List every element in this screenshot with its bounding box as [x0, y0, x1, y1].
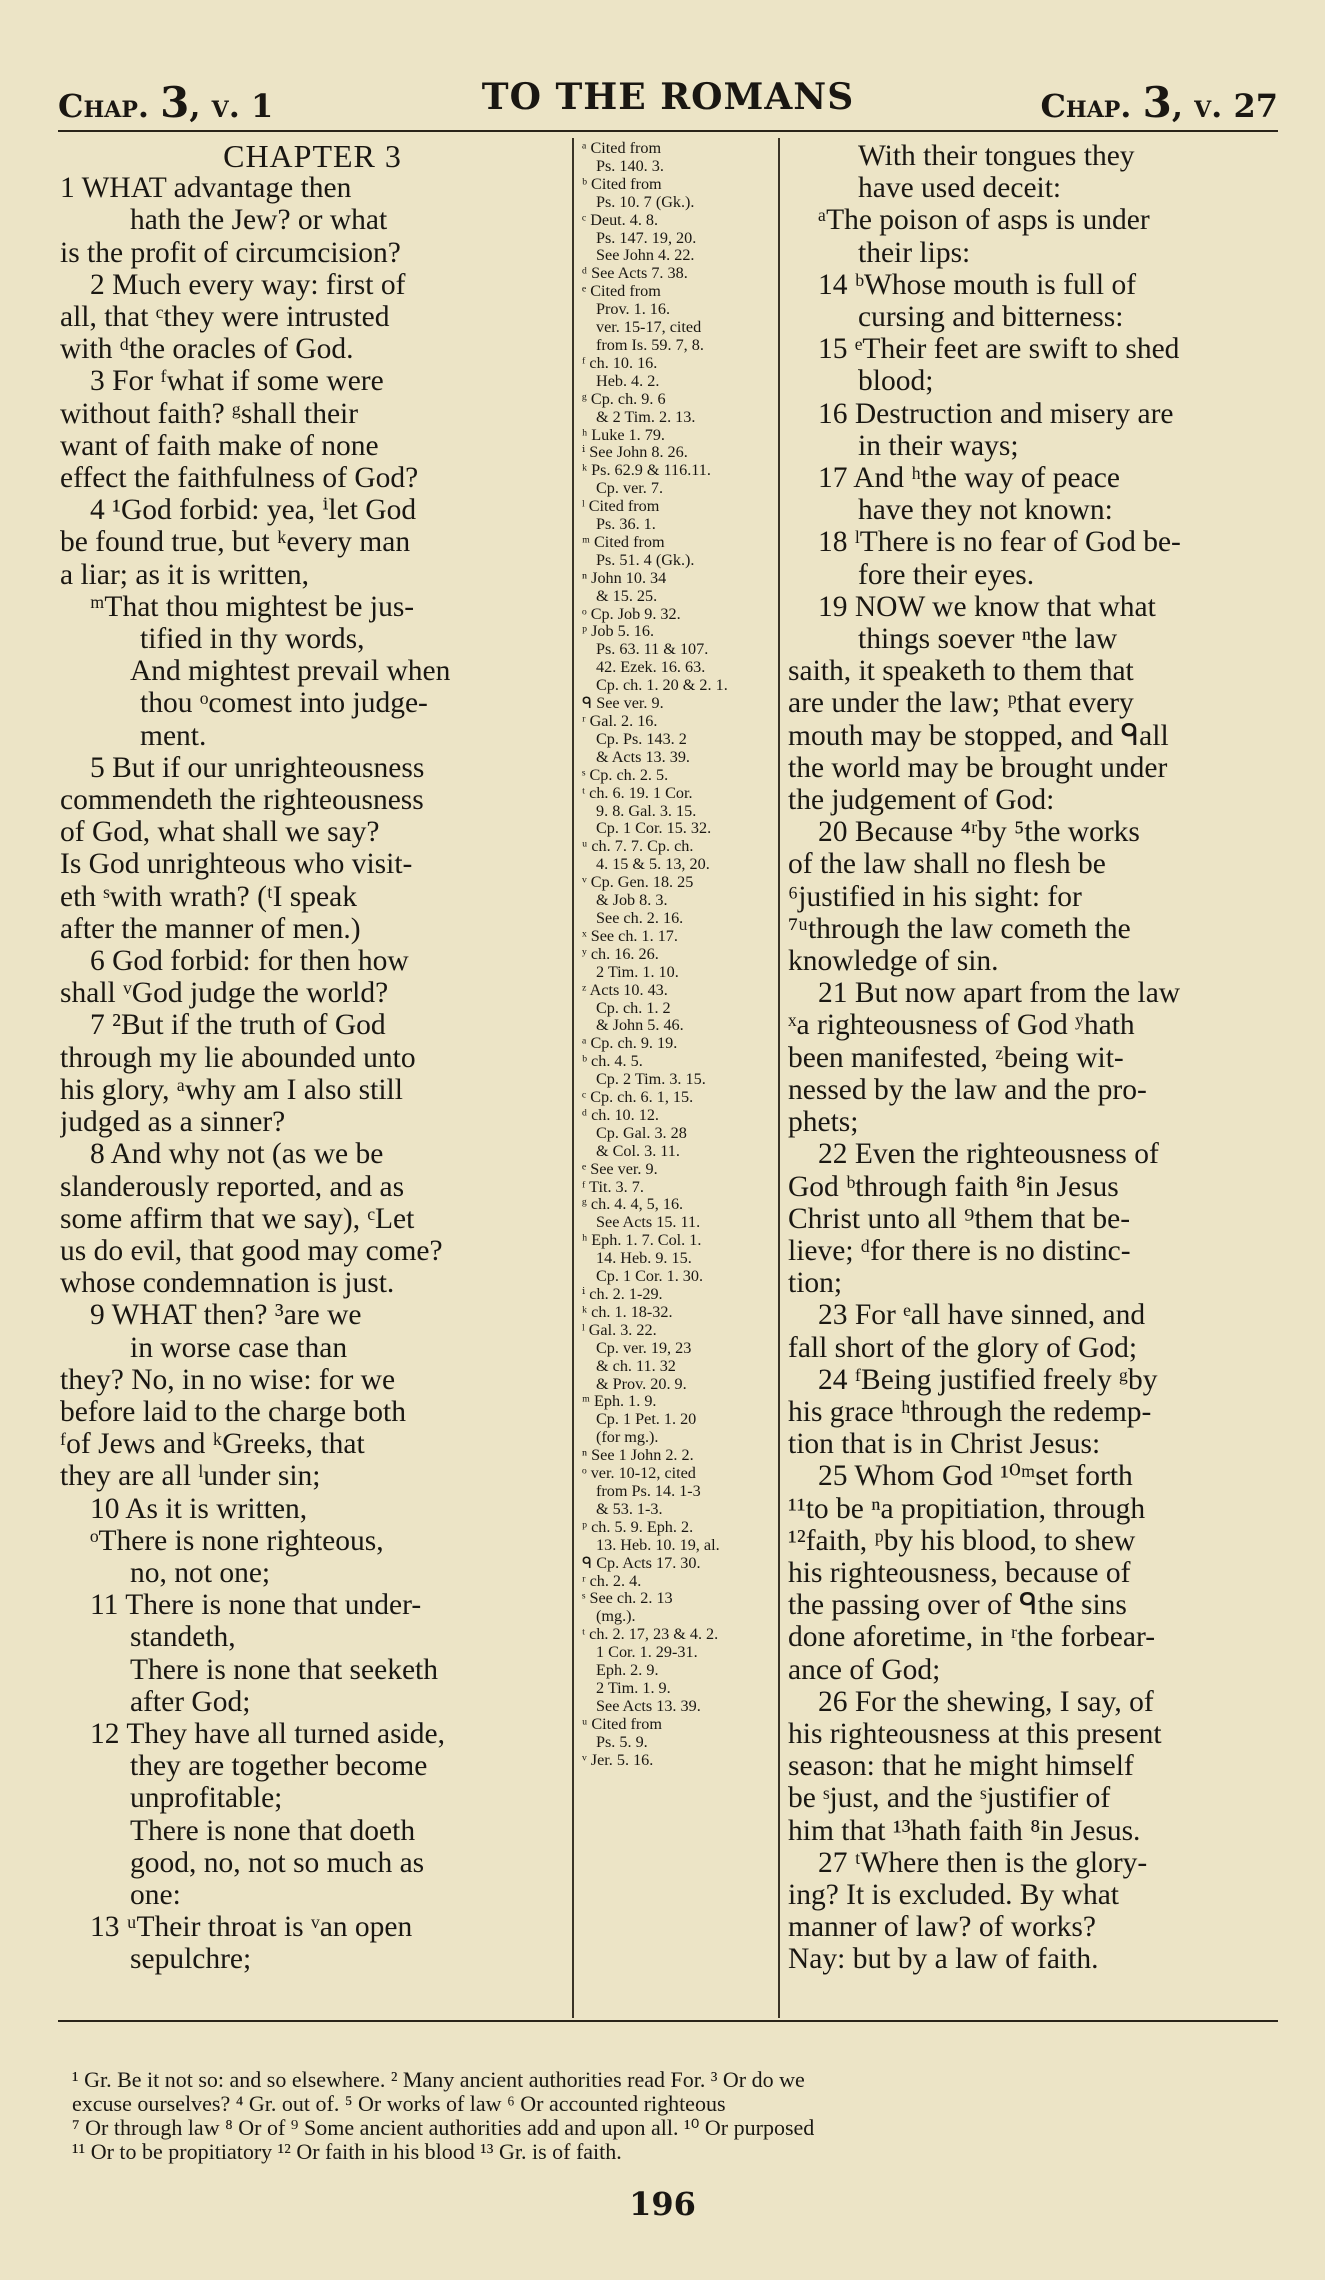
cross-reference: ᵇ ch. 4. 5. [582, 1053, 643, 1071]
cross-reference: ˡ Gal. 3. 22. [582, 1321, 657, 1339]
text-line: 14 ᵇWhose mouth is full of [818, 268, 1137, 301]
text-line: after God; [130, 1685, 251, 1718]
text-line: ¹¹to be ⁿa propitiation, through [788, 1492, 1146, 1525]
text-line: judged as a sinner? [60, 1106, 286, 1139]
cross-reference: ver. 15-17, cited [596, 319, 702, 337]
cross-reference: ᵗ ch. 2. 17, 23 & 4. 2. [582, 1626, 719, 1644]
cross-reference: ʸ ch. 16. 26. [582, 945, 659, 963]
text-line: And mightest prevail when [130, 655, 451, 688]
header-rule [58, 130, 1278, 132]
text-line: sepulchre; [130, 1943, 252, 1976]
cross-reference: 2 Tim. 1. 9. [596, 1679, 671, 1697]
cross-reference: ᵛ Cp. Gen. 18. 25 [582, 874, 694, 892]
cross-reference: Ps. 140. 3. [596, 157, 664, 175]
text-line: is the profit of circumcision? [60, 236, 401, 269]
text-line: been manifested, ᶻbeing wit- [788, 1041, 1124, 1074]
chapter-heading: CHAPTER 3 [223, 140, 402, 173]
cross-reference: ⁱ See John 8. 26. [582, 444, 688, 462]
text-line: saith, it speaketh to them that [788, 655, 1134, 688]
text-line: fore their eyes. [858, 558, 1035, 591]
text-line: 10 As it is written, [90, 1492, 308, 1525]
text-line: fall short of the glory of God; [788, 1331, 1138, 1364]
cross-reference: ᵏ Ps. 62.9 & 116.11. [582, 462, 711, 480]
text-line: ance of God; [788, 1653, 941, 1686]
cross-reference: from Ps. 14. 1-3 [596, 1482, 701, 1500]
text-line: 24 ᶠBeing justified freely ᵍby [818, 1363, 1158, 1396]
text-line: the world may be brought under [788, 751, 1168, 784]
footnotes [72, 2068, 1292, 2164]
cross-reference: 42. Ezek. 16. 63. [596, 659, 706, 677]
cross-reference: ᵐ Cited from [582, 533, 665, 551]
text-line: without faith? ᵍshall their [60, 397, 359, 430]
cross-reference: ᵇ Cited from [582, 175, 662, 193]
cross-reference: Heb. 4. 2. [596, 372, 660, 390]
text-line: his glory, ᵃwhy am I also still [60, 1073, 403, 1106]
text-line: ᶠof Jews and ᵏGreeks, that [60, 1428, 365, 1461]
cross-reference: See Acts 15. 11. [596, 1214, 701, 1232]
text-line: 16 Destruction and misery are [818, 397, 1174, 430]
text-line: 22 Even the righteousness of [818, 1138, 1159, 1171]
cross-reference: ˢ Cp. ch. 2. 5. [582, 766, 669, 784]
cross-reference: See ch. 2. 16. [596, 909, 684, 927]
text-line: cursing and bitterness: [858, 301, 1124, 334]
cross-reference: ᵈ See Acts 7. 38. [582, 265, 688, 283]
cross-reference: Cp. ch. 1. 20 & 2. 1. [596, 677, 728, 695]
cross-reference: & 53. 1-3. [596, 1500, 663, 1518]
cross-reference: ʳ Gal. 2. 16. [582, 713, 658, 730]
text-line: his righteousness at this present [788, 1717, 1162, 1750]
text-line: have they not known: [858, 494, 1113, 527]
text-line: knowledge of sin. [788, 945, 999, 978]
cross-reference: ᵍ ch. 4. 4, 5, 16. [582, 1196, 684, 1214]
text-line: ˣa righteousness of God ʸhath [788, 1009, 1135, 1042]
text-line: their lips: [858, 236, 971, 269]
cross-reference: ᑫ Cp. Acts 17. 30. [582, 1554, 701, 1572]
text-line: have used deceit: [858, 172, 1062, 205]
text-line: 21 But now apart from the law [818, 977, 1181, 1010]
text-line: eth ˢwith wrath? (ᵗI speak [60, 880, 357, 913]
text-line: There is none that doeth [130, 1814, 416, 1847]
text-line: season: that he might himself [788, 1750, 1134, 1783]
cross-reference: ᵗ ch. 6. 19. 1 Cor. [582, 784, 693, 802]
text-line: shall ᵛGod judge the world? [60, 977, 389, 1010]
cross-reference: Cp. 1 Cor. 15. 32. [596, 820, 712, 838]
text-line: tion that is in Christ Jesus: [788, 1428, 1101, 1461]
footnote-rule [58, 2020, 1278, 2022]
cross-reference: (mg.). [596, 1608, 636, 1626]
text-line: good, no, not so much as [130, 1846, 425, 1879]
cross-reference: See Acts 13. 39. [596, 1697, 701, 1715]
text-line: thou ᵒcomest into judge- [140, 687, 428, 720]
cross-reference: ᵐ Eph. 1. 9. [582, 1393, 657, 1411]
cross-reference: & 2 Tim. 2. 13. [596, 408, 696, 426]
cross-reference: ᵖ Job 5. 16. [582, 623, 655, 641]
cross-reference: Ps. 63. 11 & 107. [596, 641, 709, 659]
cross-reference: 2 Tim. 1. 10. [596, 963, 679, 981]
cross-reference: ˢ See ch. 2. 13 [582, 1590, 673, 1608]
text-line: ⁶justified in his sight: for [788, 880, 1082, 913]
cross-reference: ᵈ ch. 10. 12. [582, 1106, 659, 1124]
cross-reference: ᵍ Cp. ch. 9. 6 [582, 390, 666, 408]
text-line: some affirm that we say), ᶜLet [60, 1202, 415, 1235]
text-line: 12 They have all turned aside, [90, 1717, 445, 1750]
cross-reference: & Acts 13. 39. [596, 748, 690, 766]
cross-reference: ᶠ ch. 10. 16. [582, 354, 658, 372]
text-line: 27 ᵗWhere then is the glory- [818, 1846, 1148, 1879]
text-line: ⁷ᵘthrough the law cometh the [788, 912, 1131, 945]
text-line: nessed by the law and the pro- [788, 1073, 1147, 1106]
text-line: one: [130, 1878, 181, 1911]
text-line: 25 Whom God ¹⁰ᵐset forth [818, 1460, 1133, 1493]
text-line: tified in thy words, [140, 623, 365, 656]
text-line: through my lie abounded unto [60, 1041, 416, 1074]
cross-reference: & Prov. 20. 9. [596, 1375, 687, 1393]
text-line: mouth may be stopped, and ᑫall [788, 719, 1169, 752]
text-line: ing? It is excluded. By what [788, 1878, 1119, 1911]
text-line: 20 Because ⁴ʳby ⁵the works [818, 816, 1140, 849]
text-line: phets; [788, 1106, 859, 1139]
cross-reference: Cp. 1 Cor. 1. 30. [596, 1268, 704, 1286]
footnote-line: ¹¹ Or to be propitiatory ¹² Or faith in his blood ¹³ Gr. is of faith. [72, 2140, 622, 2164]
text-line: they are all ˡunder sin; [60, 1460, 321, 1493]
cross-reference: ᵏ ch. 1. 18-32. [582, 1303, 673, 1321]
text-line: be found true, but ᵏevery man [60, 526, 411, 559]
text-line: his grace ʰthrough the redemp- [788, 1395, 1152, 1428]
column-divider-left [572, 138, 574, 2018]
cross-reference: Ps. 51. 4 (Gk.). [596, 551, 695, 569]
text-line: are under the law; ᵖthat every [788, 687, 1134, 720]
cross-reference: & Col. 3. 11. [596, 1142, 680, 1160]
right-text-column [788, 140, 1278, 1976]
cross-reference: Cp. Gal. 3. 28 [596, 1124, 687, 1142]
cross-reference: ᵘ Cited from [582, 1715, 662, 1733]
text-line: 23 For ᵉall have sinned, and [818, 1299, 1146, 1332]
text-line: be ˢjust, and the ˢjustifier of [788, 1782, 1111, 1815]
text-line: before laid to the charge both [60, 1395, 406, 1428]
text-line: 17 And ʰthe way of peace [818, 462, 1120, 495]
text-line: ᵒThere is none righteous, [90, 1524, 384, 1557]
cross-reference: Ps. 10. 7 (Gk.). [596, 193, 695, 211]
text-line: 8 And why not (as we be [90, 1138, 384, 1171]
header-right-reference: Chap. 3, v. 27 [1040, 78, 1278, 127]
cross-reference: ᶜ Deut. 4. 8. [582, 211, 659, 229]
left-text-column [60, 140, 565, 1976]
text-line: 9 WHAT then? ³are we [90, 1299, 362, 1332]
cross-reference: ⁿ See 1 John 2. 2. [582, 1447, 694, 1465]
cross-reference: Ps. 147. 19, 20. [596, 229, 697, 247]
cross-reference: ᵒ Cp. Job 9. 32. [582, 605, 681, 623]
text-line: whose condemnation is just. [60, 1267, 395, 1300]
text-line: manner of law? of works? [788, 1911, 1096, 1944]
cross-reference: See John 4. 22. [596, 247, 695, 265]
text-line: after the manner of men.) [60, 912, 361, 945]
footnote-line: ¹ Gr. Be it not so: and so elsewhere. ² Many ancient authorities read For. ³ Or do we [72, 2068, 805, 2092]
text-line: a liar; as it is written, [60, 558, 310, 591]
cross-reference: ᵉ Cited from [582, 283, 661, 301]
text-line: 2 Much every way: first of [90, 268, 406, 301]
text-line: of the law shall no flesh be [788, 848, 1106, 881]
cross-reference: ᵒ ver. 10-12, cited [582, 1465, 696, 1483]
cross-reference: Cp. ch. 1. 2 [596, 999, 671, 1017]
text-line: Nay: but by a law of faith. [788, 1943, 1099, 1976]
cross-reference: (for mg.). [596, 1429, 659, 1447]
text-line: 1 WHAT advantage then [60, 172, 352, 205]
text-line: 15 ᵉTheir feet are swift to shed [818, 333, 1180, 366]
cross-reference: ʳ ch. 2. 4. [582, 1572, 642, 1590]
cross-reference: Cp. ver. 19, 23 [596, 1339, 692, 1357]
text-line: There is none that seeketh [130, 1653, 438, 1686]
text-line: 4 ¹God forbid: yea, ⁱlet God [90, 494, 417, 527]
text-line: tion; [788, 1267, 843, 1300]
cross-reference: from Is. 59. 7, 8. [596, 336, 704, 354]
header-left-reference: Chap. 3, v. 1 [58, 78, 274, 127]
cross-reference: ᵘ ch. 7. 7. Cp. ch. [582, 838, 694, 856]
cross-reference: 14. Heb. 9. 15. [596, 1250, 692, 1268]
cross-reference: ˣ See ch. 1. 17. [582, 927, 678, 945]
cross-reference: ⁱ ch. 2. 1-29. [582, 1286, 663, 1303]
cross-reference: & ch. 11. 32 [596, 1357, 676, 1375]
cross-reference: & John 5. 46. [596, 1017, 684, 1035]
text-line: 7 ²But if the truth of God [90, 1009, 386, 1042]
cross-reference: ᶜ Cp. ch. 6. 1, 15. [582, 1089, 694, 1107]
text-line: ᵃThe poison of asps is under [818, 204, 1150, 237]
text-line: they? No, in no wise: for we [60, 1363, 396, 1396]
cross-reference: ᵛ Jer. 5. 16. [582, 1751, 654, 1769]
cross-reference: ⁿ John 10. 34 [582, 569, 667, 587]
text-line: things soever ⁿthe law [858, 623, 1118, 656]
text-line: standeth, [130, 1621, 236, 1654]
text-line: slanderously reported, and as [60, 1170, 405, 1203]
text-line: 19 NOW we know that what [818, 590, 1156, 623]
cross-reference: Ps. 5. 9. [596, 1733, 648, 1751]
text-line: the judgement of God: [788, 784, 1055, 817]
text-line: of God, what shall we say? [60, 816, 380, 849]
footnote-line: excuse ourselves? ⁴ Gr. out of. ⁵ Or works of law ⁶ Or accounted righteous [72, 2092, 726, 2116]
text-line: ¹²faith, ᵖby his blood, to shew [788, 1524, 1136, 1557]
cross-reference: Cp. Ps. 143. 2 [596, 730, 687, 748]
text-line: 11 There is none that under- [90, 1589, 422, 1622]
column-divider-right [778, 138, 780, 2018]
cross-reference: & 15. 25. [596, 587, 658, 605]
cross-reference: 13. Heb. 10. 19, al. [596, 1536, 720, 1554]
text-line: 5 But if our unrighteousness [90, 751, 425, 784]
cross-reference: ᵉ See ver. 9. [582, 1160, 658, 1178]
text-line: all, that ᶜthey were intrusted [60, 301, 390, 334]
text-line: blood; [858, 365, 934, 398]
cross-reference: 1 Cor. 1. 29-31. [596, 1644, 698, 1662]
cross-reference: ᵖ ch. 5. 9. Eph. 2. [582, 1518, 694, 1536]
text-line: 3 For ᶠwhat if some were [90, 365, 384, 398]
cross-reference: ʰ Eph. 1. 7. Col. 1. [582, 1232, 702, 1250]
text-line: they are together become [130, 1750, 428, 1783]
text-line: commendeth the righteousness [60, 784, 424, 817]
text-line: effect the faithfulness of God? [60, 462, 419, 495]
text-line: the passing over of ᑫthe sins [788, 1589, 1127, 1622]
text-line: in their ways; [858, 429, 1019, 462]
text-line: him that ¹³hath faith ⁸in Jesus. [788, 1814, 1141, 1847]
text-line: God ᵇthrough faith ⁸in Jesus [788, 1170, 1119, 1203]
text-line: hath the Jew? or what [130, 204, 388, 237]
cross-reference: Eph. 2. 9. [596, 1662, 659, 1680]
cross-reference: ʰ Luke 1. 79. [582, 426, 665, 444]
running-head [58, 70, 1278, 130]
footnote-line: ⁷ Or through law ⁸ Or of ⁹ Some ancient authorities add and upon all. ¹⁰ Or purposed [72, 2116, 815, 2140]
page-number: 196 [629, 2185, 696, 2223]
text-line: Is God unrighteous who visit- [60, 848, 413, 881]
cross-reference: Cp. 2 Tim. 3. 15. [596, 1071, 706, 1089]
cross-reference: Prov. 1. 16. [596, 301, 671, 319]
text-line: in worse case than [130, 1331, 348, 1364]
text-line: unprofitable; [130, 1782, 283, 1815]
text-line: Christ unto all ⁹them that be- [788, 1202, 1131, 1235]
cross-reference: ᵃ Cp. ch. 9. 19. [582, 1035, 678, 1053]
cross-reference-column [582, 140, 770, 1769]
cross-reference: ᑫ See ver. 9. [582, 695, 664, 713]
text-line: no, not one; [130, 1556, 271, 1589]
text-line: lieve; ᵈfor there is no distinc- [788, 1234, 1131, 1267]
cross-reference: Ps. 36. 1. [596, 516, 656, 534]
cross-reference: 9. 8. Gal. 3. 15. [596, 802, 697, 820]
text-line: 13 ᵘTheir throat is ᵛan open [90, 1911, 413, 1944]
text-line: his righteousness, because of [788, 1556, 1131, 1589]
cross-reference: 4. 15 & 5. 13, 20. [596, 856, 710, 874]
cross-reference: ˡ Cited from [582, 498, 660, 516]
cross-reference: Cp. ver. 7. [596, 480, 663, 498]
cross-reference: ᵃ Cited from [582, 140, 662, 157]
text-line: want of faith make of none [60, 429, 379, 462]
cross-reference: ᶠ Tit. 3. 7. [582, 1178, 644, 1196]
text-line: With their tongues they [858, 140, 1135, 172]
text-line: ment. [140, 719, 207, 752]
cross-reference: & Job 8. 3. [596, 892, 668, 910]
cross-reference: Cp. 1 Pet. 1. 20 [596, 1411, 697, 1429]
text-line: us do evil, that good may come? [60, 1234, 443, 1267]
text-line: ᵐThat thou mightest be jus- [90, 590, 415, 623]
text-line: done aforetime, in ʳthe forbear- [788, 1621, 1156, 1654]
text-line: 6 God forbid: for then how [90, 945, 409, 978]
text-line: with ᵈthe oracles of God. [60, 333, 354, 366]
text-line: 18 ˡThere is no fear of God be- [818, 526, 1181, 559]
cross-reference: ᶻ Acts 10. 43. [582, 981, 668, 999]
text-line: 26 For the shewing, I say, of [818, 1685, 1154, 1718]
book-title: TO THE ROMANS [481, 76, 855, 118]
